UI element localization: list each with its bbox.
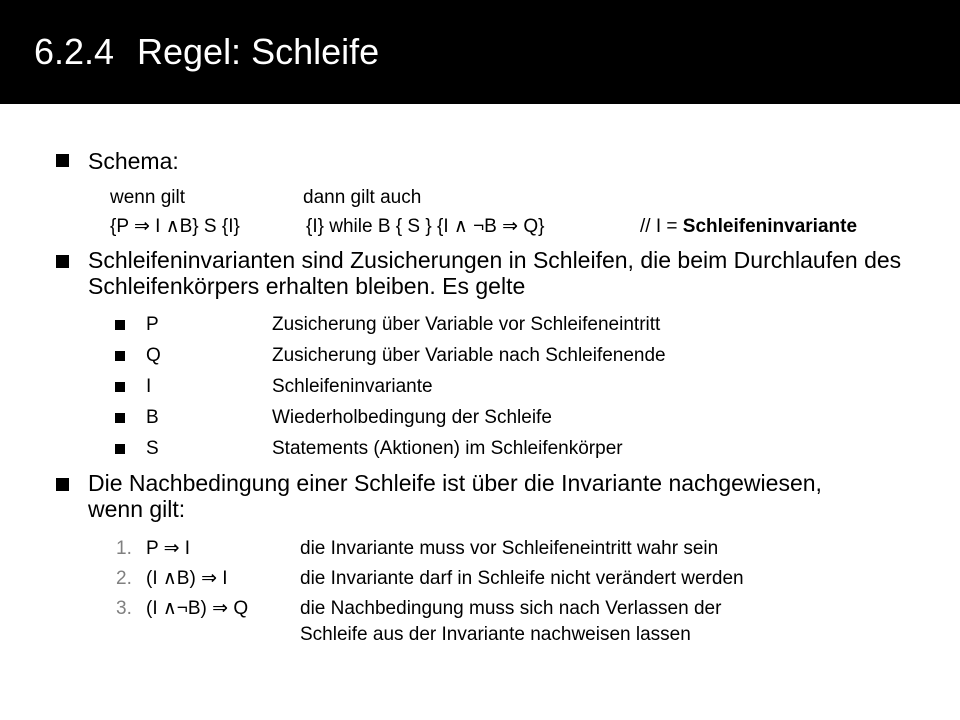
slide-number: 6.2.4 — [34, 31, 115, 72]
schema-comment — [640, 215, 857, 239]
slide-title-text: Regel: Schleife — [137, 31, 380, 72]
schema-conclusion: {I} while B { S } {I ∧ ¬B ⇒ Q} — [306, 216, 545, 237]
sub-bullet-square — [115, 320, 125, 330]
postcondition-desc-3-cont: Schleife aus der Invariante nachweisen lassen — [300, 624, 691, 645]
invariant-symbol-q: Q — [146, 345, 161, 366]
invariant-desc-i: Schleifeninvariante — [272, 376, 433, 397]
invariant-desc-q: Zusicherung über Variable nach Schleifenende — [272, 345, 666, 366]
postcondition-num-1: 1. — [116, 538, 132, 559]
postcondition-num-3: 3. — [116, 598, 132, 619]
postcondition-text: Die Nachbedingung einer Schleife ist über die Invariante nachgewiesen, wenn gilt: — [88, 470, 822, 522]
invariants-text: Schleifeninvarianten sind Zusicherungen in Schleifen, die beim Durchlaufen des Schleifenkörpers erhalten bleiben. Es gelte — [88, 247, 902, 299]
invariant-symbol-b: B — [146, 407, 159, 428]
postcondition-formula-1: P ⇒ I — [146, 538, 191, 559]
bullet-square — [56, 255, 69, 268]
postcondition-formula-3: (I ∧¬B) ⇒ Q — [146, 598, 249, 619]
invariant-desc-b: Wiederholbedingung der Schleife — [272, 407, 552, 428]
sub-bullet-square — [115, 444, 125, 454]
invariant-symbol-i: I — [146, 376, 152, 397]
sub-bullet-square — [115, 413, 125, 423]
invariant-symbol-s: S — [146, 438, 159, 459]
schema-col2-header: dann gilt auch — [303, 187, 422, 208]
schema-comment-prefix: // I = — [640, 216, 678, 237]
postcondition-desc-1: die Invariante muss vor Schleifeneintritt wahr sein — [300, 538, 719, 559]
schema-premise: {P ⇒ I ∧B} S {I} — [110, 216, 240, 237]
postcondition-num-2: 2. — [116, 568, 132, 589]
invariant-desc-p: Zusicherung über Variable vor Schleifeneintritt — [272, 314, 661, 335]
postcondition-desc-2: die Invariante darf in Schleife nicht verändert werden — [300, 568, 744, 589]
bullet-square — [56, 478, 69, 491]
postcondition-formula-2: (I ∧B) ⇒ I — [146, 568, 228, 589]
invariant-desc-s: Statements (Aktionen) im Schleifenkörper — [272, 438, 623, 459]
postcondition-desc-3: die Nachbedingung muss sich nach Verlassen der — [300, 598, 722, 619]
invariant-symbol-p: P — [146, 314, 159, 335]
sub-bullet-square — [115, 382, 125, 392]
schema-label: Schema: — [88, 148, 179, 174]
bullet-square — [56, 154, 69, 167]
schema-col1-header: wenn gilt — [110, 187, 185, 208]
sub-bullet-square — [115, 351, 125, 361]
schema-comment-term: Schleifeninvariante — [682, 216, 858, 237]
